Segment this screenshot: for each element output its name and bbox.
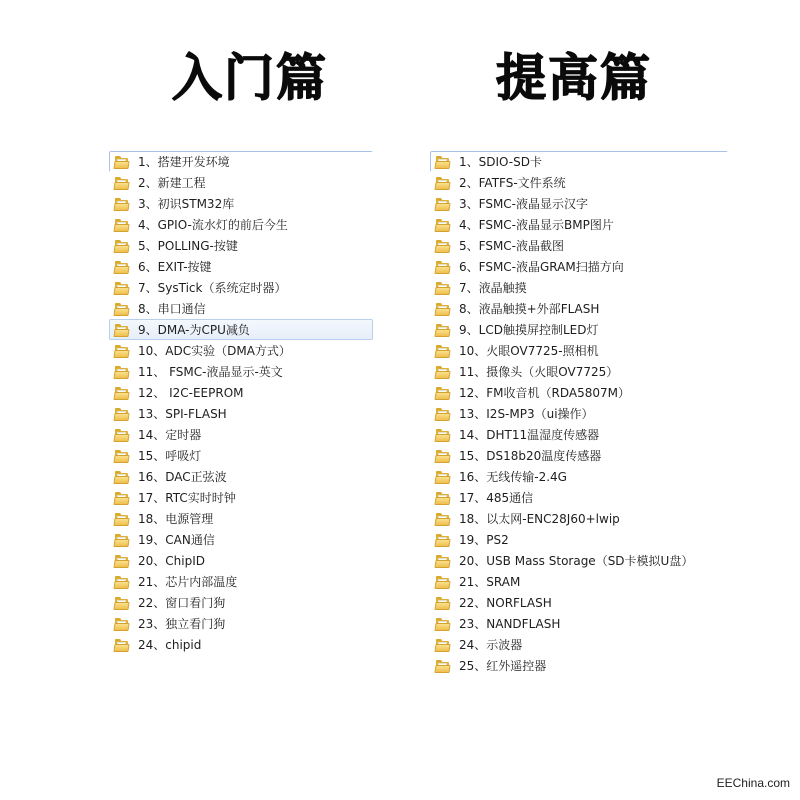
folder-icon: [435, 470, 451, 484]
folder-icon: [114, 281, 130, 295]
folder-label: 12、FM收音机（RDA5807M）: [459, 385, 630, 400]
folder-label: 11、 FSMC-液晶显示-英文: [138, 364, 283, 379]
folder-icon: [435, 323, 451, 337]
folder-item[interactable]: [430, 655, 728, 676]
folder-label: 21、芯片内部温度: [138, 574, 238, 589]
folder-label: 15、DS18b20温度传感器: [459, 448, 602, 463]
folder-label: 13、I2S-MP3（ui操作）: [459, 406, 594, 421]
folder-item[interactable]: [430, 592, 728, 613]
folder-item[interactable]: [109, 151, 373, 172]
folder-icon: [114, 323, 130, 337]
folder-label: 9、DMA-为CPU减负: [138, 322, 250, 337]
folder-item[interactable]: [109, 319, 373, 340]
folder-label: 11、摄像头（火眼OV7725）: [459, 364, 619, 379]
folder-icon: [114, 239, 130, 253]
folder-icon: [114, 596, 130, 610]
folder-item[interactable]: [430, 340, 728, 361]
folder-icon: [114, 260, 130, 274]
folder-icon: [435, 428, 451, 442]
folder-label: 18、电源管理: [138, 511, 214, 526]
folder-icon: [435, 260, 451, 274]
folder-icon: [435, 533, 451, 547]
folder-label: 6、EXIT-按键: [138, 259, 212, 274]
folder-label: 8、串口通信: [138, 301, 206, 316]
folder-item[interactable]: [430, 466, 728, 487]
folder-label: 18、以太网-ENC28J60+lwip: [459, 511, 620, 526]
folder-icon: [114, 533, 130, 547]
folder-icon: [114, 449, 130, 463]
folder-icon: [114, 491, 130, 505]
folder-icon: [435, 344, 451, 358]
folder-icon: [435, 155, 451, 169]
folder-icon: [114, 218, 130, 232]
folder-icon: [114, 176, 130, 190]
folder-icon: [114, 365, 130, 379]
folder-label: 7、SysTick（系统定时器）: [138, 280, 287, 295]
folder-label: 19、CAN通信: [138, 532, 215, 547]
folder-icon: [114, 155, 130, 169]
folder-icon: [114, 197, 130, 211]
folder-icon: [114, 470, 130, 484]
folder-label: 22、窗口看门狗: [138, 595, 226, 610]
folder-item[interactable]: [109, 466, 373, 487]
folder-label: 20、ChipID: [138, 553, 205, 568]
folder-item[interactable]: [430, 172, 728, 193]
advanced-folder-list: [430, 151, 728, 676]
folder-item[interactable]: [109, 592, 373, 613]
folder-item[interactable]: [109, 214, 373, 235]
folder-item[interactable]: [430, 382, 728, 403]
folder-label: 14、定时器: [138, 427, 202, 442]
folder-label: 5、POLLING-按键: [138, 238, 238, 253]
folder-item[interactable]: [109, 277, 373, 298]
folder-item[interactable]: [430, 277, 728, 298]
folder-item[interactable]: [430, 193, 728, 214]
folder-icon: [435, 365, 451, 379]
folder-item[interactable]: [109, 529, 373, 550]
folder-icon: [435, 491, 451, 505]
folder-item[interactable]: [109, 403, 373, 424]
folder-item[interactable]: [109, 424, 373, 445]
folder-label: 22、NORFLASH: [459, 595, 552, 610]
folder-label: 16、无线传输-2.4G: [459, 469, 567, 484]
heading-advanced: 提高篇: [496, 49, 652, 107]
folder-item[interactable]: [430, 634, 728, 655]
folder-label: 1、搭建开发环境: [138, 154, 230, 169]
folder-item[interactable]: [109, 193, 373, 214]
folder-item[interactable]: [109, 571, 373, 592]
folder-item[interactable]: [109, 487, 373, 508]
folder-label: 8、液晶触摸+外部FLASH: [459, 301, 600, 316]
folder-label: 10、火眼OV7725-照相机: [459, 343, 599, 358]
folder-icon: [435, 659, 451, 673]
folder-label: 14、DHT11温湿度传感器: [459, 427, 600, 442]
folder-item[interactable]: [430, 424, 728, 445]
folder-icon: [435, 302, 451, 316]
folder-item[interactable]: [430, 571, 728, 592]
folder-icon: [114, 407, 130, 421]
folder-label: 24、chipid: [138, 637, 202, 652]
folder-icon: [114, 344, 130, 358]
folder-label: 6、FSMC-液晶GRAM扫描方向: [459, 259, 624, 274]
watermark: EEChina.com: [716, 776, 790, 790]
folder-icon: [114, 617, 130, 631]
folder-label: 1、SDIO-SD卡: [459, 154, 542, 169]
folder-icon: [435, 575, 451, 589]
folder-item[interactable]: [109, 340, 373, 361]
folder-label: 20、USB Mass Storage（SD卡模拟U盘）: [459, 553, 694, 568]
folder-icon: [435, 281, 451, 295]
folder-icon: [435, 554, 451, 568]
folder-label: 7、液晶触摸: [459, 280, 527, 295]
folder-item[interactable]: [109, 256, 373, 277]
folder-item[interactable]: [109, 613, 373, 634]
folder-label: 9、LCD触摸屏控制LED灯: [459, 322, 599, 337]
beginner-folder-list: [109, 151, 373, 655]
folder-label: 15、呼吸灯: [138, 448, 202, 463]
folder-icon: [435, 386, 451, 400]
folder-label: 23、NANDFLASH: [459, 616, 561, 631]
folder-item[interactable]: [109, 235, 373, 256]
folder-item[interactable]: [430, 403, 728, 424]
folder-label: 4、FSMC-液晶显示BMP图片: [459, 217, 614, 232]
folder-icon: [435, 638, 451, 652]
folder-label: 10、ADC实验（DMA方式）: [138, 343, 291, 358]
folder-icon: [435, 596, 451, 610]
folder-item[interactable]: [430, 613, 728, 634]
folder-icon: [114, 638, 130, 652]
folder-item[interactable]: [430, 235, 728, 256]
folder-icon: [435, 449, 451, 463]
folder-item[interactable]: [430, 361, 728, 382]
folder-label: 25、红外遥控器: [459, 658, 547, 673]
folder-item[interactable]: [109, 508, 373, 529]
folder-item[interactable]: [430, 151, 728, 172]
folder-label: 17、485通信: [459, 490, 534, 505]
folder-icon: [114, 302, 130, 316]
folder-label: 17、RTC实时时钟: [138, 490, 236, 505]
folder-icon: [435, 407, 451, 421]
folder-item[interactable]: [430, 508, 728, 529]
folder-item[interactable]: [430, 445, 728, 466]
folder-label: 2、FATFS-文件系统: [459, 175, 566, 190]
folder-item[interactable]: [430, 298, 728, 319]
folder-item[interactable]: [430, 550, 728, 571]
folder-label: 4、GPIO-流水灯的前后今生: [138, 217, 288, 232]
folder-item[interactable]: [109, 445, 373, 466]
folder-icon: [114, 575, 130, 589]
folder-icon: [114, 386, 130, 400]
folder-item[interactable]: [430, 487, 728, 508]
folder-icon: [435, 512, 451, 526]
heading-beginner: 入门篇: [172, 49, 328, 107]
folder-item[interactable]: [109, 361, 373, 382]
folder-label: 13、SPI-FLASH: [138, 406, 227, 421]
folder-label: 23、独立看门狗: [138, 616, 226, 631]
folder-item[interactable]: [430, 256, 728, 277]
folder-item[interactable]: [430, 214, 728, 235]
folder-label: 21、SRAM: [459, 574, 521, 589]
folder-item[interactable]: [109, 634, 373, 655]
folder-label: 24、示波器: [459, 637, 523, 652]
folder-label: 12、 I2C-EEPROM: [138, 385, 244, 400]
folder-item[interactable]: [109, 550, 373, 571]
folder-item[interactable]: [430, 319, 728, 340]
folder-icon: [435, 239, 451, 253]
folder-icon: [114, 554, 130, 568]
folder-label: 3、初识STM32库: [138, 196, 235, 211]
folder-label: 2、新建工程: [138, 175, 206, 190]
folder-label: 5、FSMC-液晶截图: [459, 238, 565, 253]
folder-icon: [435, 218, 451, 232]
folder-icon: [435, 197, 451, 211]
folder-label: 3、FSMC-液晶显示汉字: [459, 196, 589, 211]
folder-icon: [114, 428, 130, 442]
folder-item[interactable]: [430, 529, 728, 550]
folder-item[interactable]: [109, 172, 373, 193]
folder-icon: [114, 512, 130, 526]
folder-icon: [435, 617, 451, 631]
folder-item[interactable]: [109, 382, 373, 403]
folder-item[interactable]: [109, 298, 373, 319]
folder-label: 16、DAC正弦波: [138, 469, 227, 484]
folder-label: 19、PS2: [459, 532, 509, 547]
folder-icon: [435, 176, 451, 190]
